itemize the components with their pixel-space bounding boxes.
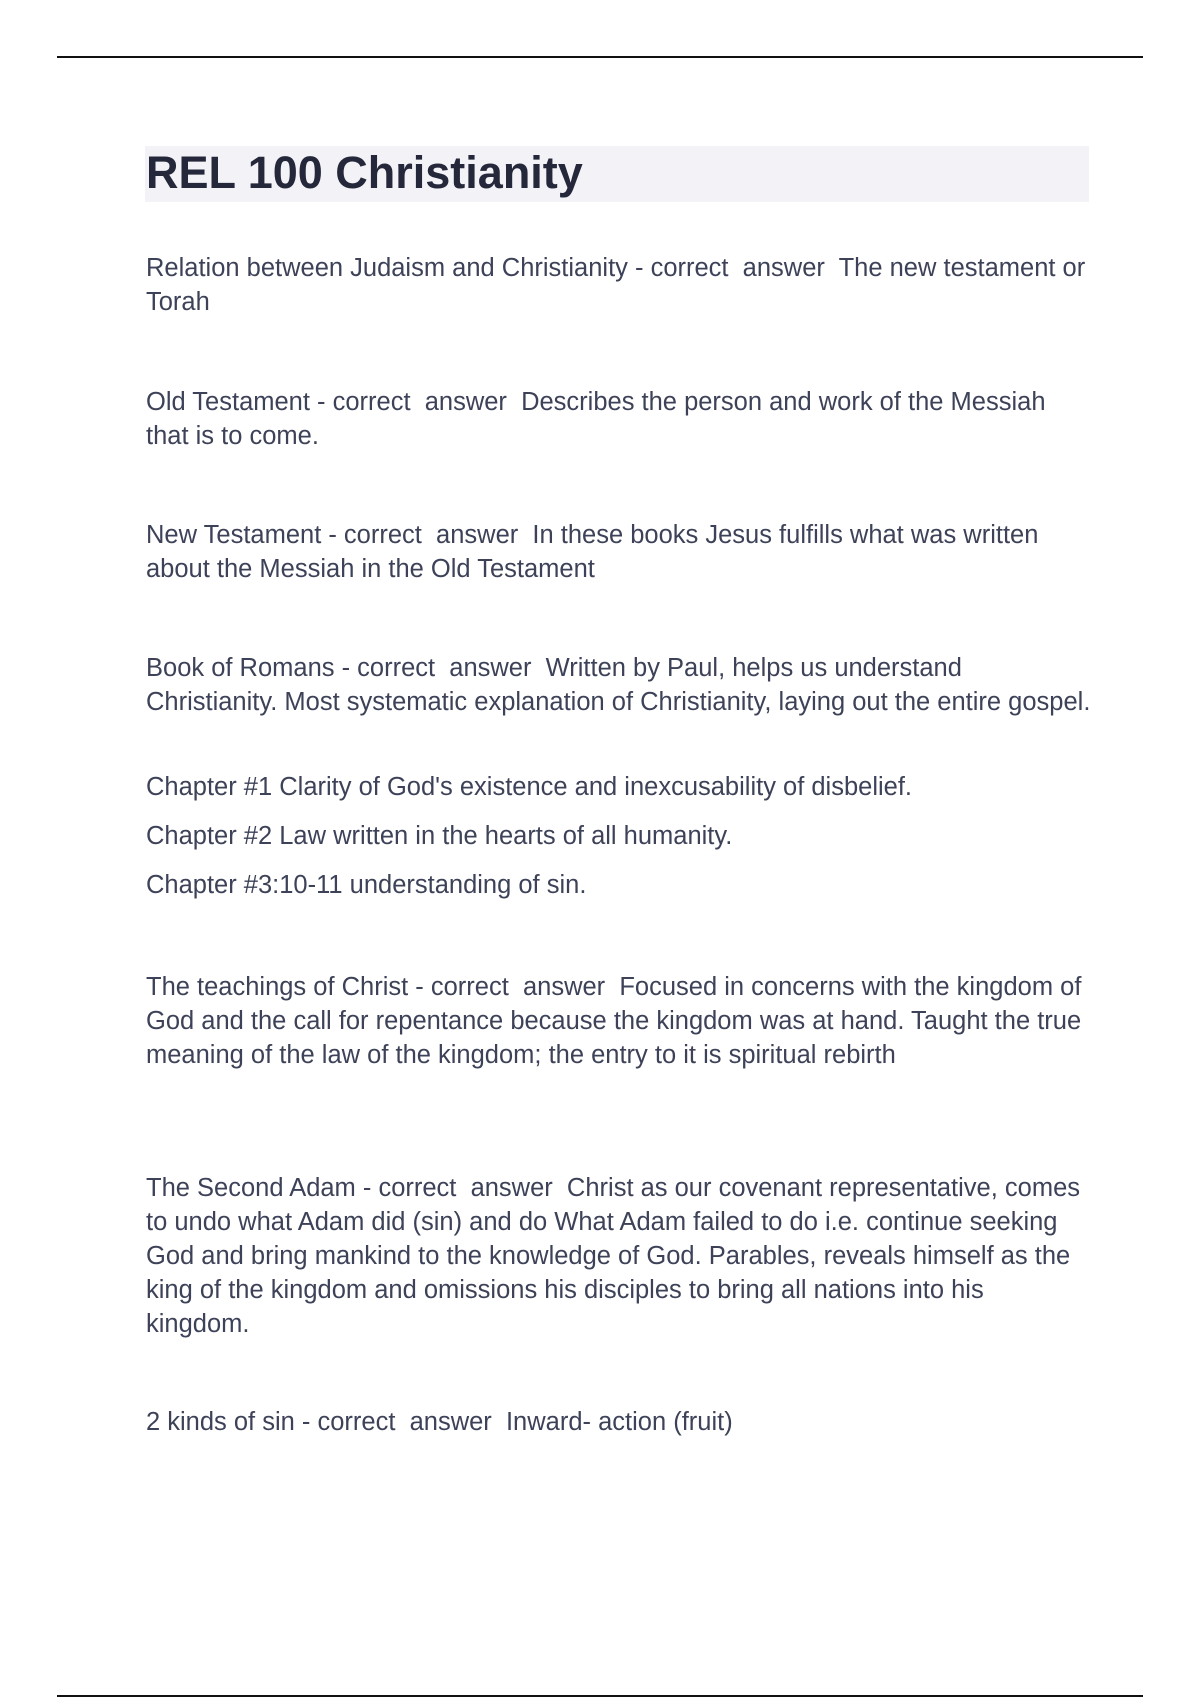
entry-teachings-of-christ: The teachings of Christ - correct answer Focused in concerns with the kingdom of God and the call for repentance because the kingdom was at hand. Taught the true meaning of the law of the kingdom; the entry to it is spiritual rebirth [146, 973, 1089, 1069]
entry-book-of-romans: Book of Romans - correct answer Written by Paul, helps us understand Christianity. Most systematic explanation of Christianity, laying out the entire gospel. [146, 654, 1091, 716]
bottom-rule [57, 1695, 1143, 1697]
entry-new-testament: New Testament - correct answer In these books Jesus fulfills what was written about the Messiah in the Old Testament [146, 521, 1046, 583]
entry-second-adam: The Second Adam - correct answer Christ as our covenant representative, comes to undo what Adam did (sin) and do What Adam failed to do i.e. continue seeking God and bring mankind to the knowledge of God. Parables, reveals himself as the king of the kingdom and omissions his disciples to bring all nations into his kingdom. [146, 1174, 1088, 1338]
romans-chapter-1: Chapter #1 Clarity of God's existence and inexcusability of disbelief. [146, 773, 913, 801]
entry-old-testament: Old Testament - correct answer Describes the person and work of the Messiah that is to come. [146, 388, 1053, 450]
page-title: REL 100 Christianity [146, 147, 583, 198]
romans-chapter-3: Chapter #3:10-11 understanding of sin. [146, 871, 587, 899]
top-rule [57, 56, 1143, 58]
entry-kinds-of-sin: 2 kinds of sin - correct answer Inward- action (fruit) [146, 1408, 733, 1436]
romans-chapter-2: Chapter #2 Law written in the hearts of all humanity. [146, 822, 733, 850]
entry-judaism-christianity: Relation between Judaism and Christianity - correct answer The new testament or Torah [146, 254, 1092, 316]
